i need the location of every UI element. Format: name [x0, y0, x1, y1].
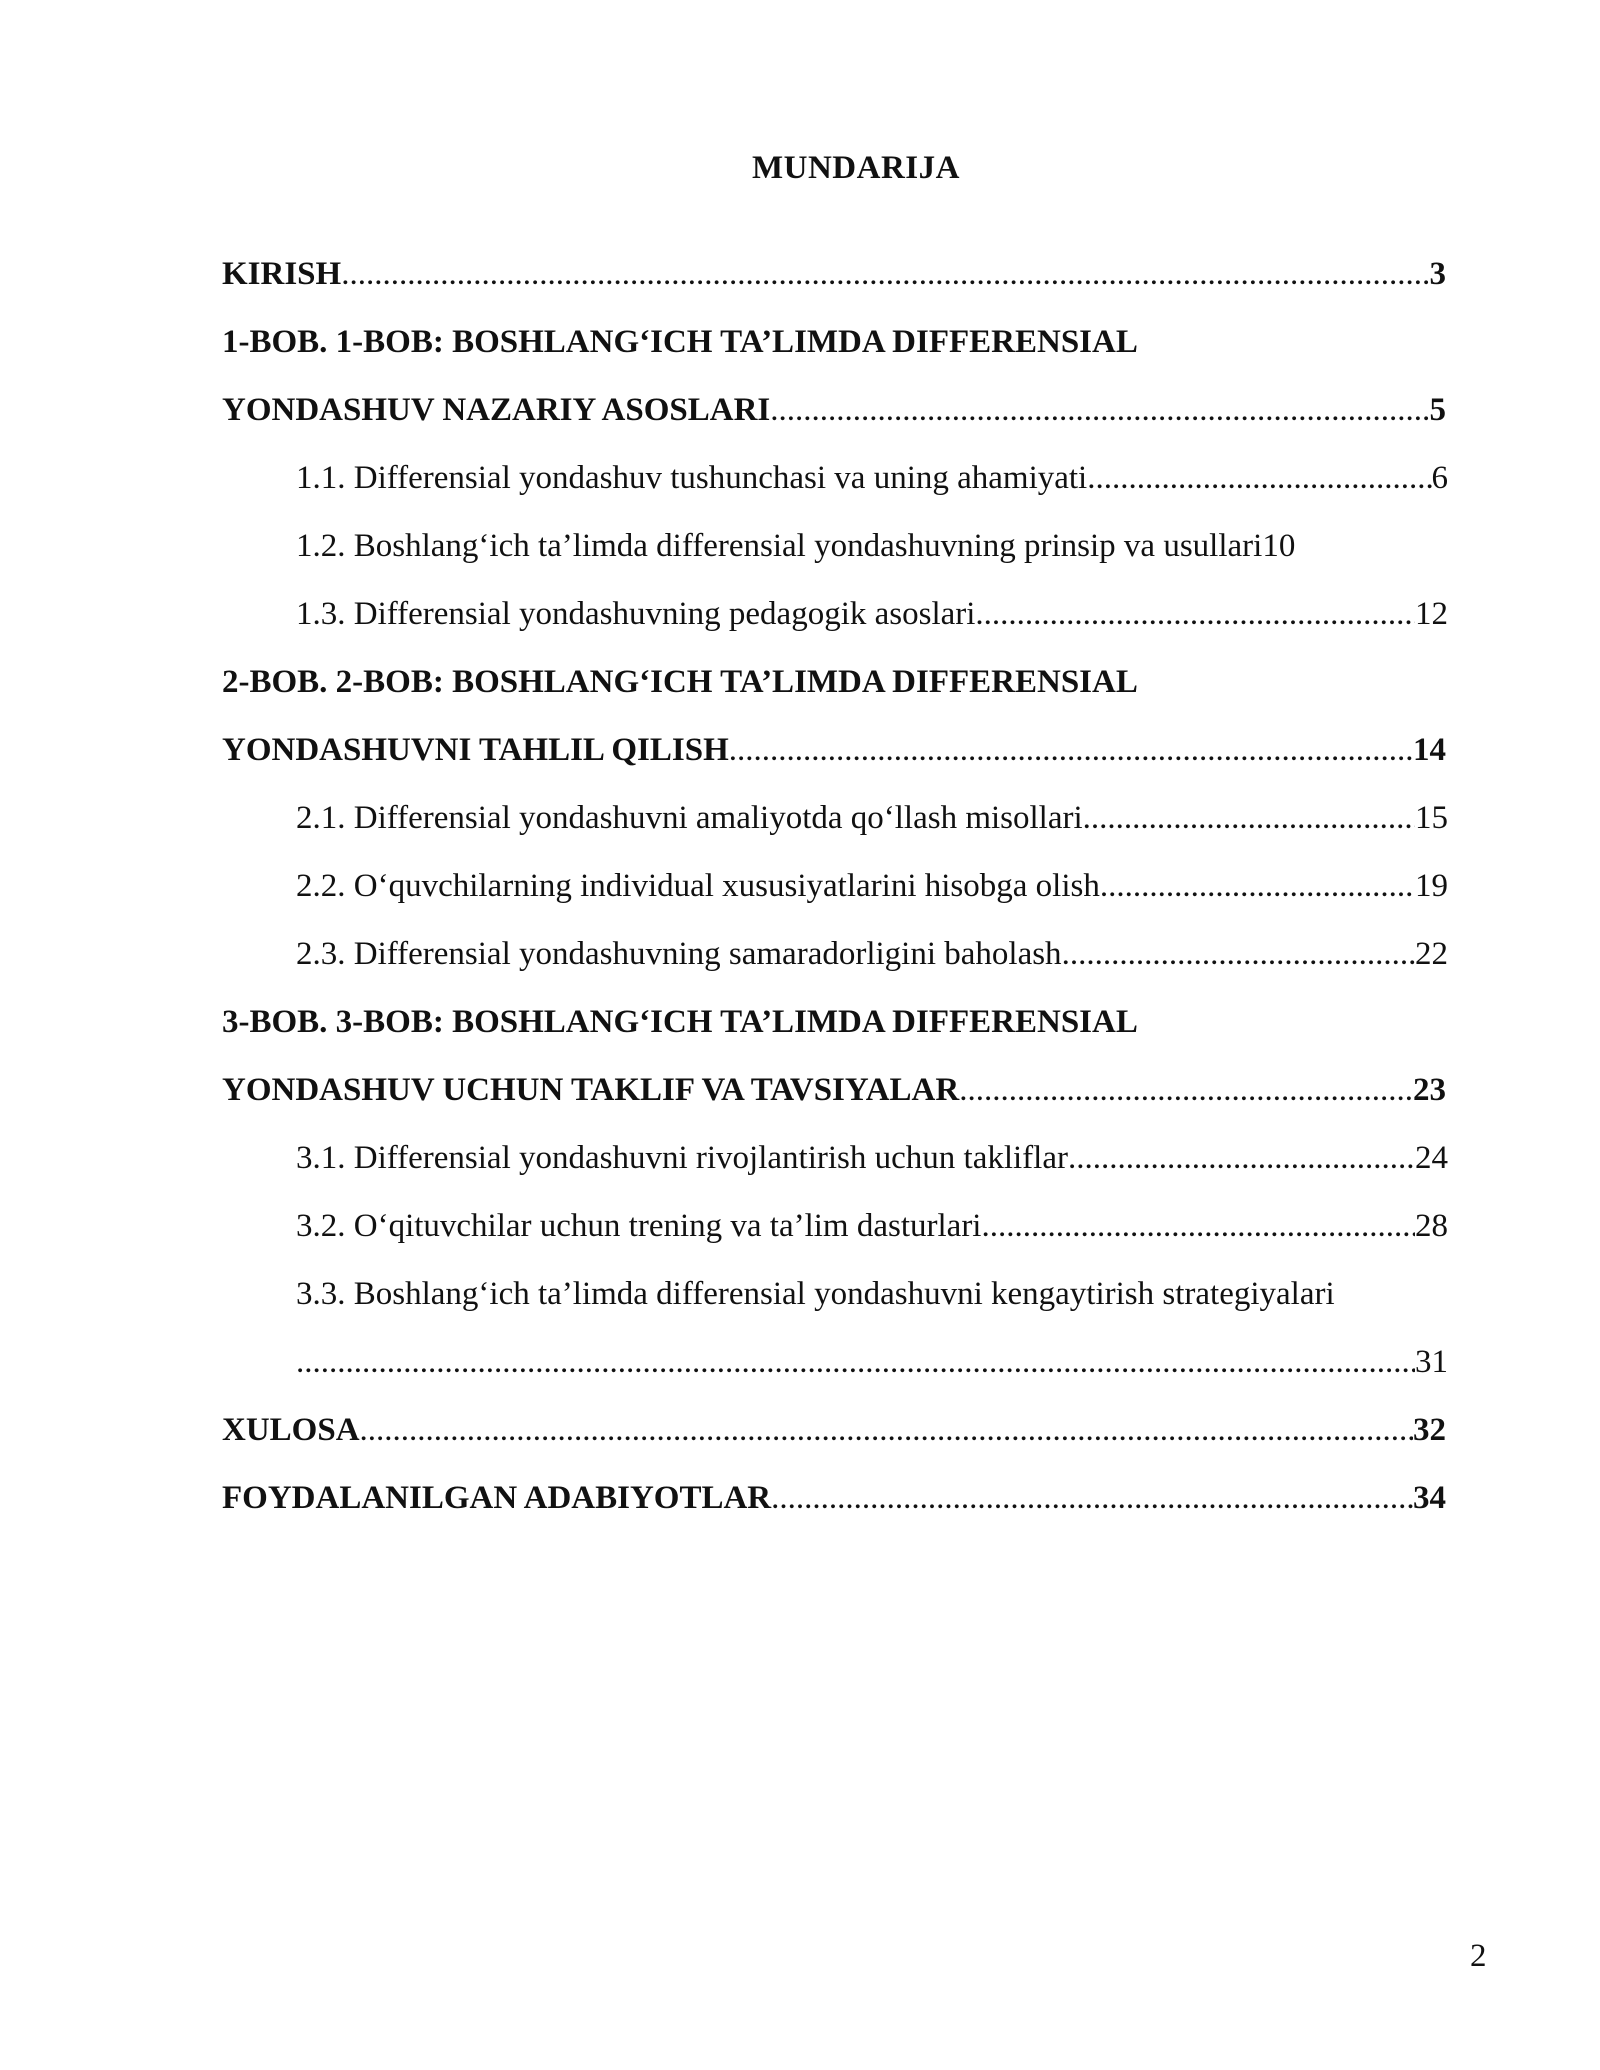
toc-entry-adabiyotlar[interactable]: [222, 1464, 1446, 1532]
toc-chapter-title-line2: YONDASHUVNI TAHLIL QILISH: [222, 732, 729, 768]
toc-entry-title: KIRISH: [222, 256, 342, 292]
toc-section-2-3[interactable]: [222, 920, 1448, 988]
toc-section-title: 3.1. Differensial yondashuvni rivojlantirish uchun takliflar: [296, 1140, 1068, 1176]
dot-leader: [729, 716, 1413, 784]
toc-page-number: 12: [1415, 596, 1448, 632]
toc-chapter-title-line1: 1-BOB. 1-BOB: BOSHLANG‘ICH TA’LIMDA DIFFERENSIAL: [222, 324, 1138, 360]
toc-section-3-1[interactable]: [222, 1124, 1448, 1192]
toc-section-1-2[interactable]: [222, 512, 1446, 580]
dot-leader: [770, 376, 1429, 444]
toc-page-number: 14: [1413, 732, 1446, 768]
dot-leader: [360, 1396, 1413, 1464]
dot-leader: [959, 1056, 1413, 1124]
toc-entry-kirish[interactable]: [222, 240, 1446, 308]
toc-section-title: 3.3. Boshlang‘ich ta’limda differensial yondashuvni kengaytirish strategiyalari: [296, 1276, 1335, 1312]
page-title: MUNDARIJA: [752, 150, 960, 186]
toc-page-number: 28: [1415, 1208, 1448, 1244]
toc-section-1-1[interactable]: [222, 444, 1448, 512]
toc-section-2-2[interactable]: [222, 852, 1448, 920]
dot-leader: [1083, 784, 1415, 852]
table-of-contents: [222, 240, 1446, 1532]
toc-chapter-3-heading-cont[interactable]: [222, 1056, 1446, 1124]
toc-page-number: 6: [1431, 460, 1448, 496]
toc-page-number: 24: [1415, 1140, 1448, 1176]
toc-page-number: 19: [1415, 868, 1448, 904]
dot-leader: [1068, 1124, 1415, 1192]
dot-leader: [296, 1328, 1415, 1396]
dot-leader: [981, 1192, 1415, 1260]
toc-section-2-1[interactable]: [222, 784, 1448, 852]
toc-page-number: 31: [1415, 1344, 1448, 1380]
toc-entry-title: XULOSA: [222, 1412, 360, 1448]
toc-chapter-3-heading[interactable]: [222, 988, 1446, 1056]
toc-section-3-3[interactable]: [222, 1260, 1446, 1328]
toc-entry-title: FOYDALANILGAN ADABIYOTLAR: [222, 1480, 772, 1516]
toc-section-1-3[interactable]: [222, 580, 1448, 648]
dot-leader: [771, 1464, 1413, 1532]
toc-section-3-3-leader[interactable]: [222, 1328, 1448, 1396]
toc-section-title: 1.1. Differensial yondashuv tushunchasi va uning ahamiyati: [296, 460, 1088, 496]
toc-section-title: 1.3. Differensial yondashuvning pedagogik asoslari: [296, 596, 976, 632]
toc-section-title: 1.2. Boshlang‘ich ta’limda differensial yondashuvning prinsip va usullari: [296, 528, 1263, 564]
dot-leader: [1087, 444, 1431, 512]
toc-section-title: 2.3. Differensial yondashuvning samaradorligini baholash: [296, 936, 1062, 972]
toc-section-title: 2.1. Differensial yondashuvni amaliyotda qo‘llash misollari: [296, 800, 1083, 836]
toc-chapter-title-line2: YONDASHUV UCHUN TAKLIF VA TAVSIYALAR: [222, 1072, 960, 1108]
toc-page-number: 22: [1415, 936, 1448, 972]
page-number: 2: [1470, 1938, 1487, 1974]
toc-chapter-title-line2: YONDASHUV NAZARIY ASOSLARI: [222, 392, 771, 428]
toc-page-number: 23: [1413, 1072, 1446, 1108]
toc-chapter-2-heading[interactable]: [222, 648, 1446, 716]
toc-section-3-2[interactable]: [222, 1192, 1448, 1260]
toc-page-number: 3: [1429, 256, 1446, 292]
dot-leader: [975, 580, 1415, 648]
dot-leader: [1100, 852, 1415, 920]
toc-chapter-title-line1: 2-BOB. 2-BOB: BOSHLANG‘ICH TA’LIMDA DIFFERENSIAL: [222, 664, 1138, 700]
toc-chapter-title-line1: 3-BOB. 3-BOB: BOSHLANG‘ICH TA’LIMDA DIFFERENSIAL: [222, 1004, 1138, 1040]
toc-chapter-1-heading[interactable]: [222, 308, 1446, 376]
toc-chapter-2-heading-cont[interactable]: [222, 716, 1446, 784]
toc-page-number: 10: [1262, 528, 1296, 564]
toc-page-number: 15: [1415, 800, 1448, 836]
dot-leader: [1062, 920, 1415, 988]
toc-chapter-1-heading-cont[interactable]: [222, 376, 1446, 444]
toc-section-title: 2.2. O‘quvchilarning individual xususiyatlarini hisobga olish: [296, 868, 1100, 904]
toc-page-number: 32: [1413, 1412, 1446, 1448]
toc-entry-xulosa[interactable]: [222, 1396, 1446, 1464]
toc-page-number: 5: [1429, 392, 1446, 428]
toc-page-number: 34: [1413, 1480, 1446, 1516]
toc-section-title: 3.2. O‘qituvchilar uchun trening va ta’lim dasturlari: [296, 1208, 982, 1244]
dot-leader: [341, 240, 1429, 308]
